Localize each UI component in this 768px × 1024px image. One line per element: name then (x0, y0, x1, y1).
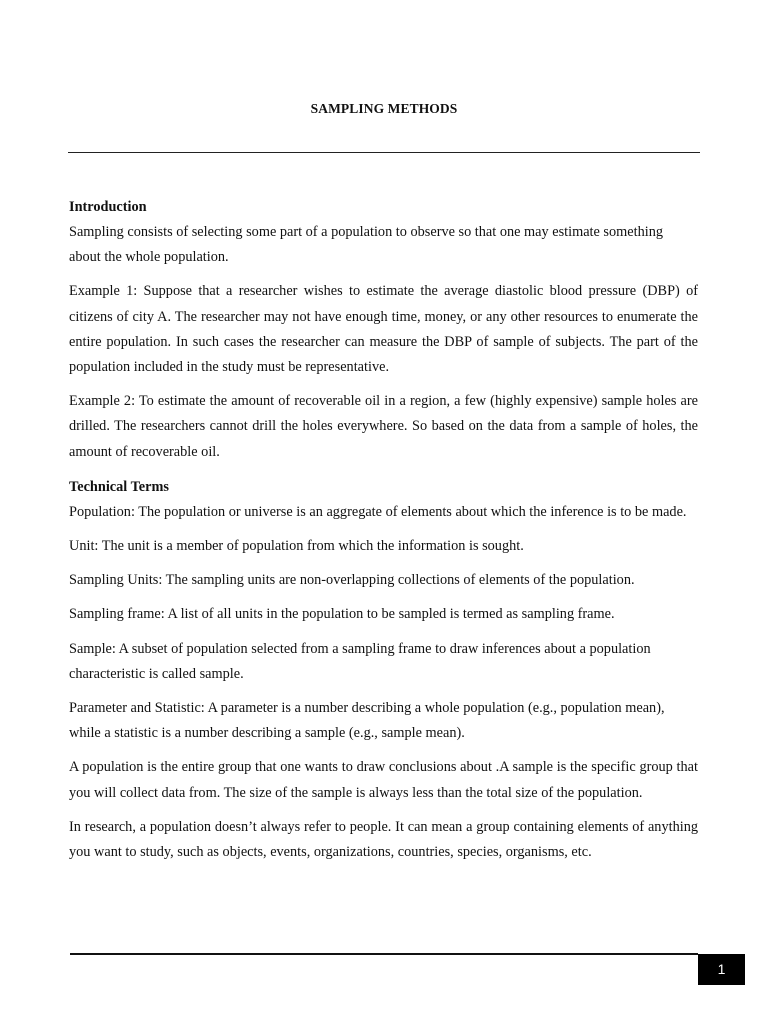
page-number-badge: 1 (698, 954, 745, 985)
parameter-statistic-definition: Parameter and Statistic: A parameter is a number describing a whole population (e.g., population mean), while a statistic is a number describing a sample (e.g., sample mean). (69, 700, 665, 742)
sampling-frame-definition: Sampling frame: A list of all units in the population to be sampled is termed as sampling frame. (69, 606, 615, 623)
research-population-paragraph: In research, a population doesn’t always refer to people. It can mean a group containing elements of anything you want to study, such as objects, events, organizations, countries, species, organisms, etc. (69, 818, 698, 861)
sampling-units-definition: Sampling Units: The sampling units are non-overlapping collections of elements of the population. (69, 572, 635, 589)
example-2-paragraph: Example 2: To estimate the amount of recoverable oil in a region, a few (highly expensive) sample holes are drilled. The researchers cannot drill the holes everywhere. So based on the data from a sample of holes, the amount of recoverable oil. (69, 393, 698, 460)
example-1-paragraph: Example 1: Suppose that a researcher wishes to estimate the average diastolic blood pressure (DBP) of citizens of city A. The researcher may not have enough time, money, or any other resources to enumerate the entire population. In such cases the researcher can measure the DBP of sample of subjects. The part of the population included in the study must be representative. (69, 283, 698, 376)
population-definition: Population: The population or universe is an aggregate of elements about which the inference is to be made. (69, 503, 687, 520)
population-vs-sample-paragraph: A population is the entire group that one wants to draw conclusions about .A sample is the specific group that you will collect data from. The size of the sample is always less than the total size of the population. (69, 759, 698, 801)
document-body (69, 198, 698, 865)
sample-definition: Sample: A subset of population selected from a sampling frame to draw inferences about a population characteristic is called sample. (69, 640, 651, 682)
page-title: SAMPLING METHODS (310, 101, 458, 116)
introduction-heading: Introduction (69, 199, 147, 215)
title-divider (68, 152, 700, 153)
footer-divider (70, 953, 698, 955)
technical-terms-heading: Technical Terms (69, 478, 169, 495)
introduction-paragraph: Sampling consists of selecting some part of a population to observe so that one may estimate something about the whole population. (69, 224, 664, 266)
unit-definition: Unit: The unit is a member of population from which the information is sought. (69, 538, 524, 555)
